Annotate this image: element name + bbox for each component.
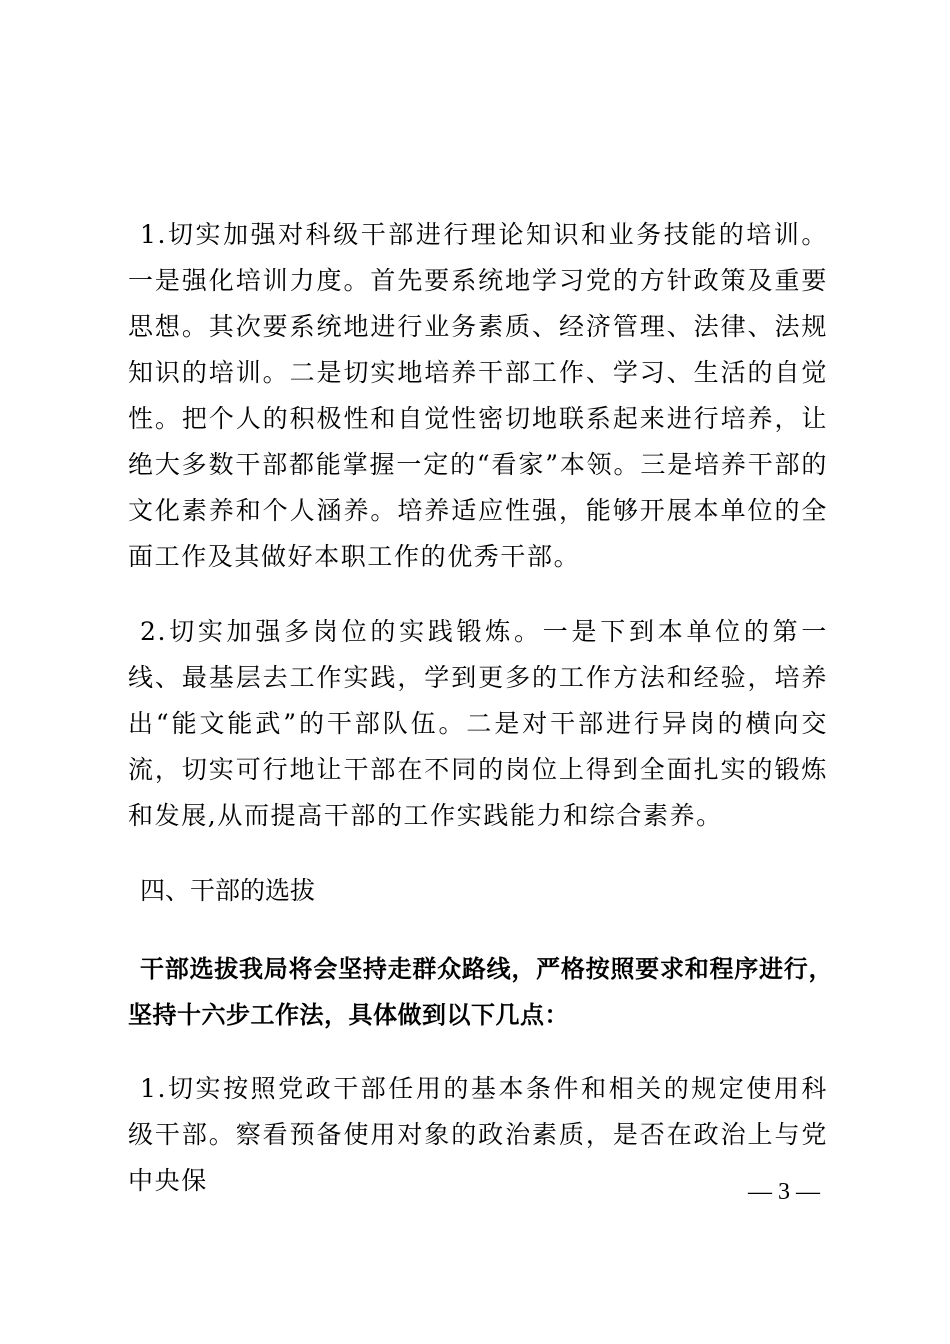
- paragraph-training: 1.切实加强对科级干部进行理论知识和业务技能的培训。一是强化培训力度。首先要系统地学习党的方针政策及重要思想。其次要系统地进行业务素质、经济管理、法律、法规知识的培训。二是切实地培养干部工作、学习、生活的自觉性。把个人的积极性和自觉性密切地联系起来进行培养，让绝大多数干部都能掌握一定的“看家”本领。三是培养干部的文化素养和个人涵养。培养适应性强，能够开展本单位的全面工作及其做好本职工作的优秀干部。: [128, 220, 828, 571]
- paragraph-selection-intro: 干部选拔我局将会坚持走群众路线，严格按照要求和程序进行，坚持十六步工作法，具体做到以下几点：: [128, 955, 833, 1029]
- paragraph-practice: 2.切实加强多岗位的实践锻炼。一是下到本单位的第一线、最基层去工作实践，学到更多的工作方法和经验，培养出“能文能武”的干部队伍。二是对干部进行异岗的横向交流，切实可行地让干部在不同的岗位上得到全面扎实的锻炼和发展,从而提高干部的工作实践能力和综合素养。: [128, 617, 828, 830]
- section-heading: 四、干部的选拔: [140, 876, 316, 905]
- page-number: — 3 —: [748, 1179, 820, 1205]
- paragraph-selection-1: 1.切实按照党政干部任用的基本条件和相关的规定使用科级干部。察看预备使用对象的政治素质，是否在政治上与党中央保: [128, 1074, 828, 1195]
